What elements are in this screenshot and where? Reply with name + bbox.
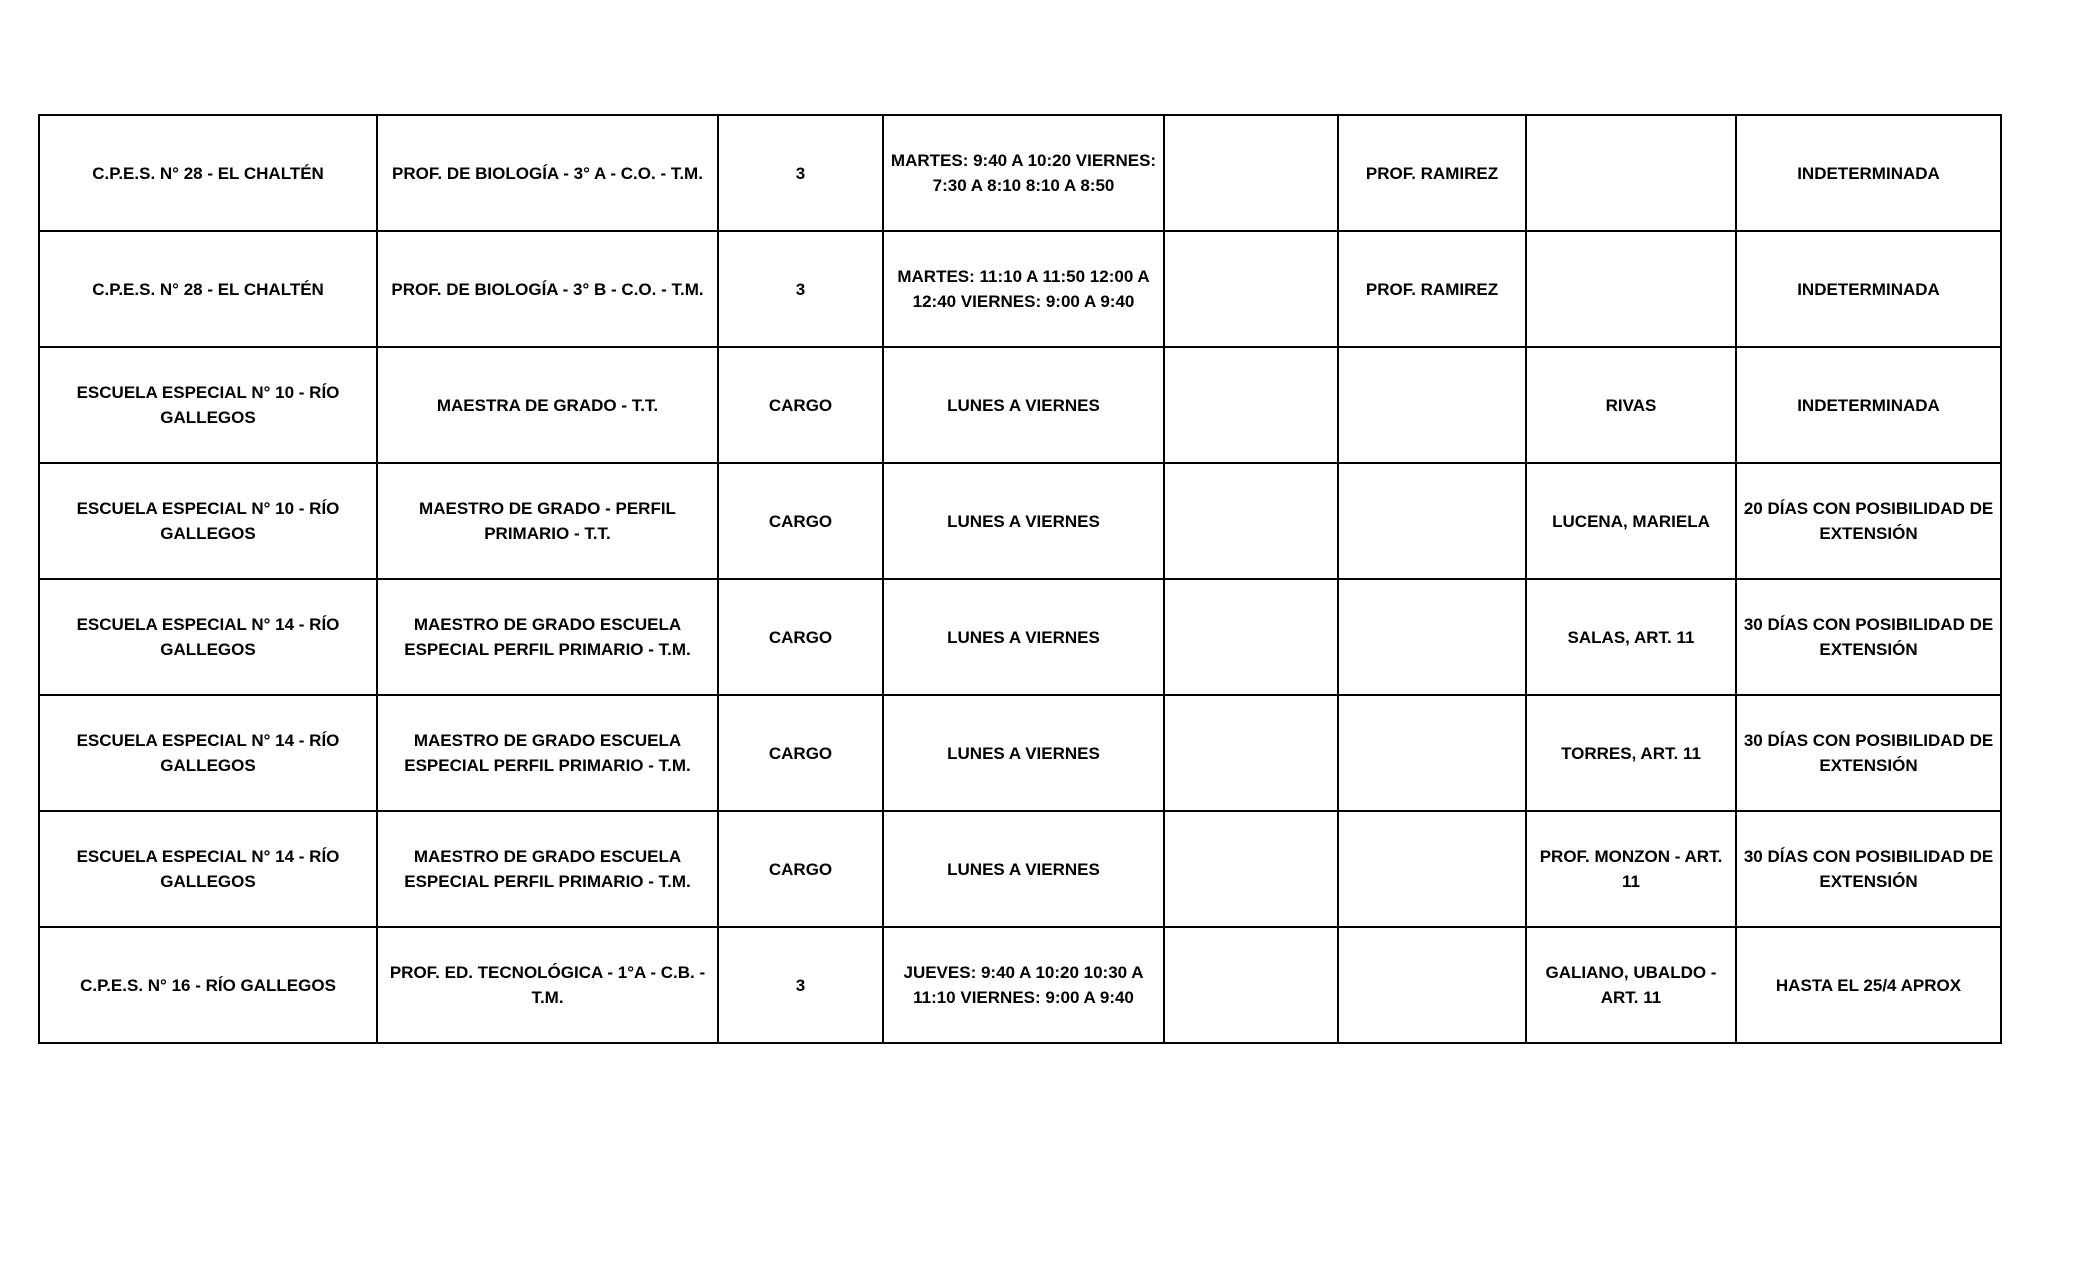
schedule-cell: LUNES A VIERNES (883, 579, 1164, 695)
replaced-teacher-cell (1338, 695, 1526, 811)
holder-cell: TORRES, ART. 11 (1526, 695, 1736, 811)
table-row (39, 695, 2001, 811)
hours-cell: CARGO (718, 695, 883, 811)
school-cell: C.P.E.S. N° 28 - EL CHALTÉN (39, 115, 377, 231)
table-row (39, 811, 2001, 927)
empty-cell (1164, 463, 1338, 579)
replaced-teacher-cell (1338, 463, 1526, 579)
schedule-cell: LUNES A VIERNES (883, 347, 1164, 463)
schedule-cell: LUNES A VIERNES (883, 811, 1164, 927)
empty-cell (1164, 579, 1338, 695)
vacancy-table (38, 114, 2002, 1044)
duration-cell: INDETERMINADA (1736, 347, 2001, 463)
school-cell: ESCUELA ESPECIAL N° 14 - RÍO GALLEGOS (39, 695, 377, 811)
table-row (39, 927, 2001, 1043)
duration-cell: INDETERMINADA (1736, 231, 2001, 347)
duration-cell: 20 DÍAS CON POSIBILIDAD DE EXTENSIÓN (1736, 463, 2001, 579)
hours-cell: 3 (718, 927, 883, 1043)
empty-cell (1164, 231, 1338, 347)
hours-cell: 3 (718, 231, 883, 347)
replaced-teacher-cell: PROF. RAMIREZ (1338, 115, 1526, 231)
empty-cell (1164, 347, 1338, 463)
position-cell: MAESTRO DE GRADO ESCUELA ESPECIAL PERFIL PRIMARIO - T.M. (377, 579, 718, 695)
replaced-teacher-cell (1338, 579, 1526, 695)
replaced-teacher-cell (1338, 811, 1526, 927)
holder-cell: LUCENA, MARIELA (1526, 463, 1736, 579)
table-row (39, 347, 2001, 463)
schedule-cell: LUNES A VIERNES (883, 695, 1164, 811)
duration-cell: 30 DÍAS CON POSIBILIDAD DE EXTENSIÓN (1736, 811, 2001, 927)
duration-cell: INDETERMINADA (1736, 115, 2001, 231)
schedule-cell: LUNES A VIERNES (883, 463, 1164, 579)
replaced-teacher-cell: PROF. RAMIREZ (1338, 231, 1526, 347)
table-row (39, 579, 2001, 695)
empty-cell (1164, 115, 1338, 231)
empty-cell (1164, 927, 1338, 1043)
duration-cell: HASTA EL 25/4 APROX (1736, 927, 2001, 1043)
hours-cell: CARGO (718, 579, 883, 695)
position-cell: PROF. DE BIOLOGÍA - 3° B - C.O. - T.M. (377, 231, 718, 347)
holder-cell: GALIANO, UBALDO - ART. 11 (1526, 927, 1736, 1043)
position-cell: MAESTRO DE GRADO - PERFIL PRIMARIO - T.T. (377, 463, 718, 579)
position-cell: MAESTRA DE GRADO - T.T. (377, 347, 718, 463)
school-cell: C.P.E.S. N° 28 - EL CHALTÉN (39, 231, 377, 347)
hours-cell: 3 (718, 115, 883, 231)
schedule-cell: MARTES: 11:10 A 11:50 12:00 A 12:40 VIERNES: 9:00 A 9:40 (883, 231, 1164, 347)
position-cell: MAESTRO DE GRADO ESCUELA ESPECIAL PERFIL PRIMARIO - T.M. (377, 695, 718, 811)
school-cell: ESCUELA ESPECIAL N° 10 - RÍO GALLEGOS (39, 463, 377, 579)
school-cell: C.P.E.S. N° 16 - RÍO GALLEGOS (39, 927, 377, 1043)
schedule-cell: JUEVES: 9:40 A 10:20 10:30 A 11:10 VIERNES: 9:00 A 9:40 (883, 927, 1164, 1043)
hours-cell: CARGO (718, 347, 883, 463)
table-row (39, 463, 2001, 579)
holder-cell: PROF. MONZON - ART. 11 (1526, 811, 1736, 927)
empty-cell (1164, 811, 1338, 927)
duration-cell: 30 DÍAS CON POSIBILIDAD DE EXTENSIÓN (1736, 695, 2001, 811)
hours-cell: CARGO (718, 463, 883, 579)
table-row (39, 231, 2001, 347)
holder-cell (1526, 231, 1736, 347)
empty-cell (1164, 695, 1338, 811)
holder-cell: RIVAS (1526, 347, 1736, 463)
position-cell: MAESTRO DE GRADO ESCUELA ESPECIAL PERFIL PRIMARIO - T.M. (377, 811, 718, 927)
school-cell: ESCUELA ESPECIAL N° 14 - RÍO GALLEGOS (39, 811, 377, 927)
replaced-teacher-cell (1338, 347, 1526, 463)
duration-cell: 30 DÍAS CON POSIBILIDAD DE EXTENSIÓN (1736, 579, 2001, 695)
table-row (39, 115, 2001, 231)
school-cell: ESCUELA ESPECIAL N° 14 - RÍO GALLEGOS (39, 579, 377, 695)
holder-cell (1526, 115, 1736, 231)
position-cell: PROF. ED. TECNOLÓGICA - 1°A - C.B. - T.M. (377, 927, 718, 1043)
school-cell: ESCUELA ESPECIAL N° 10 - RÍO GALLEGOS (39, 347, 377, 463)
holder-cell: SALAS, ART. 11 (1526, 579, 1736, 695)
position-cell: PROF. DE BIOLOGÍA - 3° A - C.O. - T.M. (377, 115, 718, 231)
hours-cell: CARGO (718, 811, 883, 927)
schedule-cell: MARTES: 9:40 A 10:20 VIERNES: 7:30 A 8:10 8:10 A 8:50 (883, 115, 1164, 231)
replaced-teacher-cell (1338, 927, 1526, 1043)
